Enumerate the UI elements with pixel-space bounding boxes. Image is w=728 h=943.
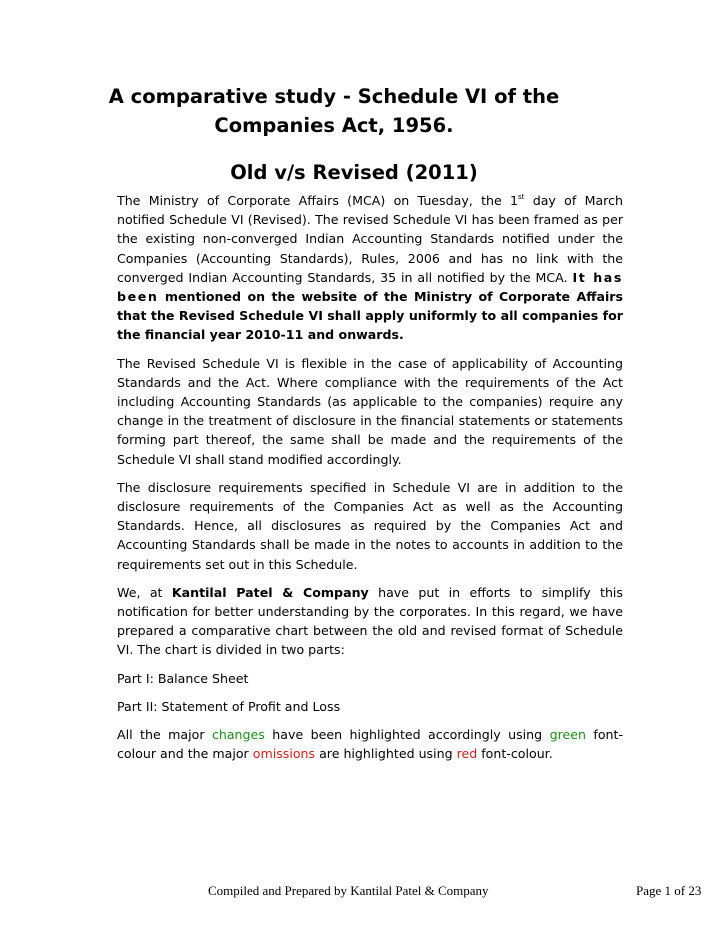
intro-text-continued: day of March notified Schedule VI (Revised). The revised Schedule VI has been framed as per the existing non-converged Indian Accounting Standards notified under the Companies (Accounting Standards), Rules, 2006 and has no link with the converged Indian Accounting Standards, 35 in all notified by the MCA. (117, 193, 623, 285)
paragraph-flexibility: The Revised Schedule VI is flexible in the case of applicability of Accounting Standards and the Act. Where compliance with the requirements of the Act including Accounting Standards (as applicable to the companies) require any change in the treatment of disclosure in the financial statements or statements forming part thereof, the same shall be made and the requirements of the Schedule VI shall stand modified accordingly. (117, 355, 623, 467)
intro-bold-spaced: It has been (117, 269, 623, 305)
document-body (117, 191, 623, 772)
paragraph-firm (117, 583, 623, 660)
title-block (0, 82, 728, 140)
ordinal-suffix: st (518, 193, 525, 201)
document-subtitle: Old v/s Revised (2011) (230, 161, 478, 184)
changes-word: changes (211, 727, 265, 743)
legend-text-4: are highlighted using (315, 746, 457, 762)
legend-text-1: All the major (117, 727, 212, 743)
intro-text-start: The Ministry of Corporate Affairs (MCA) on Tuesday, the 1 (117, 193, 519, 208)
footer-credit: Compiled and Prepared by Kantilal Patel & Company (208, 883, 489, 898)
document-title (74, 82, 594, 140)
title-line-2: Companies Act, 1956. (214, 114, 454, 137)
red-word: red (456, 746, 478, 762)
paragraph-introduction (117, 191, 623, 345)
page-number: Page 1 of 23 (636, 883, 702, 898)
paragraph-disclosure: The disclosure requirements specified in Schedule VI are in addition to the disclosure requirements of the Companies Act as well as the Accounting Standards. Hence, all disclosures as required by the Companies Act and Accounting Standards shall be made in the notes to accounts in addition to the requirements set out in this Schedule. (117, 479, 623, 572)
omissions-word: omissions (252, 746, 316, 762)
paragraph-highlight-legend (117, 725, 623, 763)
firm-name: Kantilal Patel & Company (171, 584, 369, 600)
green-word: green (549, 727, 586, 743)
firm-text-before: We, at (117, 584, 172, 600)
part-one-line: Part I: Balance Sheet (117, 670, 249, 686)
legend-text-2: have been highlighted accordingly using (264, 727, 550, 743)
legend-text-3: font-colour and the major (117, 727, 623, 762)
legend-text-5: font-colour. (477, 746, 553, 762)
part-two-line: Part II: Statement of Profit and Loss (117, 698, 341, 714)
title-line-1: A comparative study - Schedule VI of the (108, 85, 560, 108)
intro-bold-rest: mentioned on the website of the Ministry of Corporate Affairs that the Revised Schedule VI shall apply uniformly to all companies for the financial year 2010-11 and onwards. (117, 289, 623, 343)
firm-text-after: have put in efforts to simplify this notification for better understanding by the corporates. In this regard, we have prepared a comparative chart between the old and revised format of Schedule VI. The chart is divided in two parts: (117, 584, 623, 658)
